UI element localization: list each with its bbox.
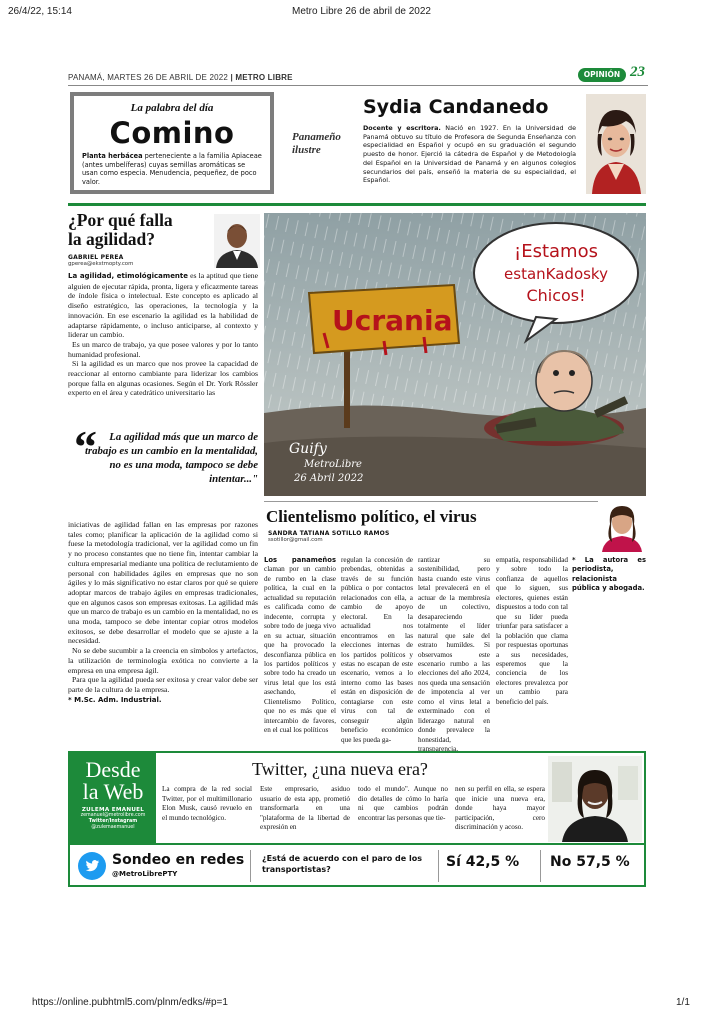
agility-para1-text: es la aptitud que tiene alguien de ejecutar rápida, pronta, ligera y eficazmente tareas de índole física o intelectual. Este concepto es aplicado al diseño estratégico, las operaciones, la tecnología y la innovación. En ese escenario la agilidad es la habilidad de adaptarse rápidamente, o incluso anticiparse, al contexto y liderar un cambio. <box>68 271 258 340</box>
agility-para-5: No se debe sucumbir a la creencia en símbolos y artefactos, la utilización de terminología exótica no convierte a la empresa en una empresa ágil. <box>68 646 258 675</box>
from-the-web-title <box>70 759 156 803</box>
illustrious-label <box>292 131 341 157</box>
quote-mark-icon: “ <box>74 421 97 472</box>
word-of-day-heading: La palabra del día <box>130 102 214 114</box>
word-of-day-box <box>70 92 274 194</box>
poll-divider-3 <box>540 850 541 882</box>
cartoon-speech-line1: ¡Estamos <box>514 241 598 262</box>
sandra-portrait-image <box>598 498 646 552</box>
illustrious-label-line1: Panameño <box>292 131 341 143</box>
from-the-web-email: zemanuel@metrolibre.com <box>80 813 146 818</box>
word-of-day-definition <box>82 152 262 186</box>
twitter-col-2: Este empresario, asiduo usuario de esta app, prometió transformarla en una "plataforma de la libertad de expresión en <box>260 785 350 832</box>
twitter-article-title: Twitter, ¿una nueva era? <box>252 759 428 779</box>
agility-byline <box>68 254 133 267</box>
clientelism-author: SANDRA TATIANA SOTILLO RAMOS <box>268 530 390 537</box>
agility-para-1 <box>68 271 258 340</box>
definition-bold: Planta herbácea <box>82 152 143 160</box>
word-of-day-word: Comino <box>109 116 235 150</box>
from-the-web-author: ZULEMA EMANUEL <box>81 807 145 813</box>
paper-name: METRO LIBRE <box>235 73 293 82</box>
agility-title-line1: ¿Por qué falla <box>68 210 173 230</box>
twitter-col-4: nen su perfil en ella, se espera que inicie una nueva era, donde haya mayor participación, cero discriminación y acoso. <box>455 785 545 832</box>
from-the-web-social-handle: @zulemaemanuel <box>91 825 135 830</box>
pull-quote: La agilidad más que un marco de trabajo es un cambio en la mentalidad, no es una moda, tampoco se debe intentar..." <box>84 431 258 485</box>
page-number: 23 <box>630 64 645 80</box>
gabriel-portrait-image <box>214 214 260 268</box>
agility-lead: La agilidad, etimológicamente <box>68 272 189 280</box>
editorial-cartoon <box>264 213 646 496</box>
agility-email: gperea@ekstmopty.com <box>68 261 134 267</box>
cartoon-sign-text: Ucrania <box>332 304 453 337</box>
poll-yes-result: Sí 42,5 % <box>446 854 520 870</box>
clientelism-title: Clientelismo político, el virus <box>266 507 477 526</box>
poll-title: Sondeo en redes <box>112 852 245 868</box>
agility-para-6: Para que la agilidad pueda ser exitosa y crear valor debe ser parte de la cultura de la empresa. <box>68 675 258 694</box>
clientelism-signoff: * La autora es periodista, relacionista pública y abogada. <box>572 556 646 593</box>
print-url: https://online.pubhtml5.com/plnm/edks/#p=1 <box>32 997 228 1008</box>
poll-divider-2 <box>438 850 439 882</box>
cartoon-signature-1: Guify <box>289 441 327 457</box>
section-divider <box>68 203 646 206</box>
bio-bold: Docente y escritora. <box>363 124 441 132</box>
print-title: Metro Libre 26 de abril de 2022 <box>292 6 431 17</box>
twitter-col-3: todo el mundo". Aunque no dio detalles de cómo lo haría ni que cambios podrán encontrar las personas que tie- <box>358 785 448 822</box>
poll-handle: @MetroLibrePTY <box>112 870 178 878</box>
clientelism-col-3: rantizar su sostenibilidad, pero hasta cuando este virus letal prevalecerá en el actuar de la membresía de un colectivo, desapareciendo totalmente el líder natural que sale del estrato humildes. Si observamos este escenario rumbo a las elecciones del año 2024, nos queda una sensación de impotencia al ver como el virus letal a exterminado con el liderazgo natural en donde prevalece la honestidad, transparencia, <box>418 556 490 754</box>
twitter-col-1: La compra de la red social Twitter, por el multimillonario Elon Musk, causó revuelo en el mundo tecnológico. <box>162 785 252 822</box>
twitter-bird-icon <box>78 852 106 880</box>
illustrious-label-line2: ilustre <box>292 144 321 156</box>
agility-body-top <box>68 271 258 398</box>
section-tag: OPINIÓN <box>578 68 626 82</box>
dateline-text: PANAMÁ, MARTES 26 DE ABRIL DE 2022 <box>68 73 229 82</box>
poll-question: ¿Está de acuerdo con el paro de los transportistas? <box>262 854 422 874</box>
bio-text: Nació en 1927. En la Universidad de Panamá obtuvo su título de Profesora de Segunda Enseñanza con especialidad en Español y ocupó en su graduación el segundo puesto de honor. Ejerció la cátedra de Español y de Metodología del Español en la Universidad de Panamá y en algunos colegios secundarios del país, enseñó la materia de su especialidad, el Español. <box>363 124 576 185</box>
sydia-portrait-image <box>586 94 646 194</box>
clientelism-rule <box>264 501 646 502</box>
dateline: PANAMÁ, MARTES 26 DE ABRIL DE 2022 | METRO LIBRE <box>68 73 293 82</box>
poll-no-result: No 57,5 % <box>550 854 630 870</box>
cartoon-signature-2: MetroLibre <box>304 459 362 470</box>
print-datetime: 26/4/22, 15:14 <box>8 6 72 17</box>
clientelism-lead: Los panameños <box>264 556 336 564</box>
cartoon-signature-3: 26 Abril 2022 <box>294 473 364 484</box>
print-page-count: 1/1 <box>676 997 690 1008</box>
illustrious-bio <box>363 124 576 185</box>
clientelism-email: ssotillor@gmail.com <box>268 537 323 543</box>
agility-author: GABRIEL PEREA <box>68 254 124 261</box>
zulema-portrait-image <box>548 756 642 842</box>
clientelism-col-5 <box>572 556 646 594</box>
clientelism-col-4: empatía, responsabilidad y sobre todo la confianza de aquellos que lo siguen, sus electores, quienes están dispuestos a todo con tal que su líder pueda triunfar para satisfacer a la población que clama por respuestas oportunas a sus necesidades, esperemos que la conciencia de los electores prevalezca por un cambio para beneficio del país. <box>496 556 568 706</box>
agility-para-2: Es un marco de trabajo, ya que posee valores y por lo tanto humanidad profesional. <box>68 339 258 359</box>
agility-para-4: iniciativas de agilidad fallan en las empresas por razones tales como; planificar la aplicación de la agilidad como si fuese la metodología tradicional, ver la agilidad como un fin y no proceso constantes que no tiene fin, intentar cambiar la cultura empresarial mediante una política de reclutamiento de personal con habilidades ágiles en empresas que no son ágiles y lo más significativo no estar claros por qué se quiere adoptar marcos de trabajo ágiles en empresas tradicionales, que en algunos casos son empresas exitosas. La agilidad más que un marco de trabajo es un cambio en la mentalidad, no es una moda, tampoco se debe intentar copiar otros modelos exitosos, se debe desarrollar el modelo que se ajuste a la necesidad. <box>68 520 258 646</box>
clientelism-col-2: regulan la concesión de prebendas, obtenidas a través de su función pública o por contactos relacionados con ella, a cambio de apoyo electoral. En la actualidad nos encontramos en las elecciones internas de los partidos políticos y estas no escapan de este escenario, vemos a lo interno como las bases están en disposición de contagiarse con este virus con tal de conseguir algún beneficio económico que les pueda ga- <box>341 556 413 744</box>
poll-divider-1 <box>250 850 251 882</box>
running-head <box>68 72 648 86</box>
agility-title <box>68 211 218 249</box>
cartoon-speech-line3: Chicos! <box>526 286 586 305</box>
from-the-web-label <box>70 753 156 843</box>
clientelism-col1-text: claman por un cambio de rumbo en la clase política, la cual en la actualidad su reputación es calificada como de indecente, corrupta y sobre todo de juega vivo en su actuar, situación que ha provocado la desconfianza pública en los partidos políticos y sobre todo ha creado un virus letal que los está asechando, el Clientelismo Político, que no es más que el intercambio de favores, en el cual los políticos <box>264 565 336 735</box>
agility-body-bottom <box>68 520 258 705</box>
from-the-web-line1: Desde <box>85 757 141 782</box>
from-the-web-line2: la Web <box>82 779 144 804</box>
clientelism-col-1 <box>264 556 336 736</box>
agility-signoff: * M.Sc. Adm. Industrial. <box>68 695 162 704</box>
illustrious-name: Sydia Candanedo <box>363 96 549 118</box>
agility-para-3: Si la agilidad es un marco que nos provee la capacidad de reaccionar al entorno cambiante para liderizar los cambios porque falla en algunas ocasiones. Según el Dr. York Rössler experto en el área y catedrático universitario las <box>68 359 258 398</box>
from-the-web-social-label: Twitter/Instagram <box>88 819 138 824</box>
definition-text: perteneciente a la familia Apiaceae (antes umbelíferas) cuyas semillas aromáticas se usan como especia. Menudencia, pequeñez, de poco valor. <box>82 152 262 186</box>
cartoon-speech-line2: estanKadosky <box>504 265 608 283</box>
clientelism-byline <box>268 530 389 543</box>
agility-title-line2: la agilidad? <box>68 229 156 249</box>
